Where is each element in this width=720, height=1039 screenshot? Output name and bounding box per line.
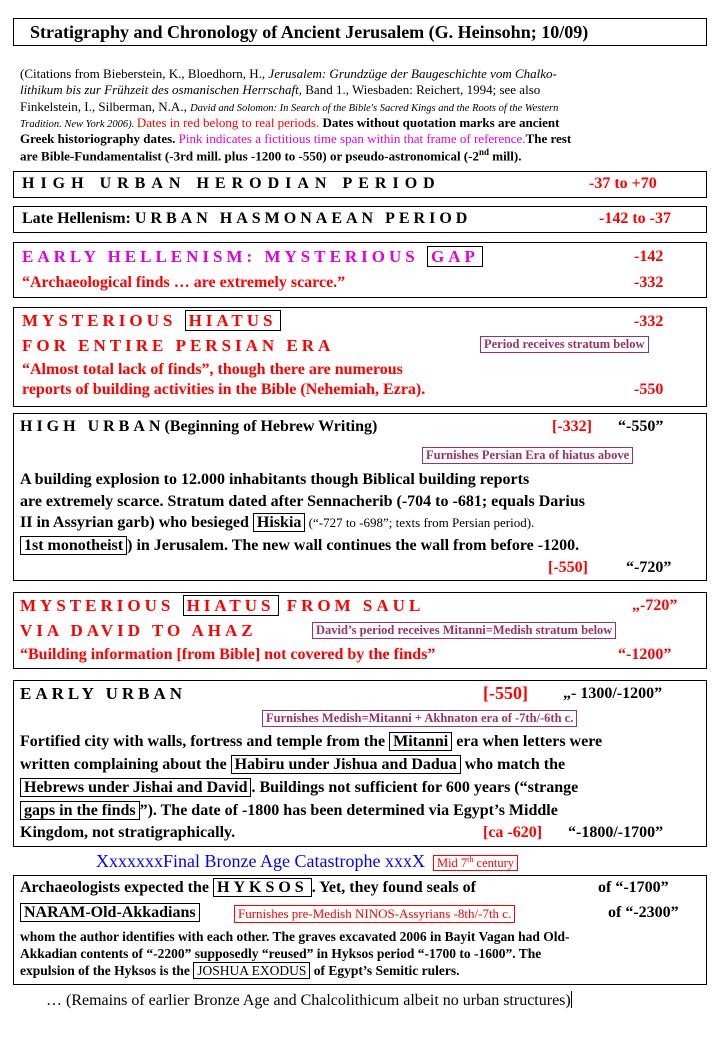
- persian-date-2: -550: [634, 381, 664, 398]
- herodian-period-box: [13, 171, 707, 198]
- early-urban-text-1: Fortified city with walls, fortress and temple from the Mitanni era when letters were: [20, 733, 603, 750]
- footer-note: … (Remains of earlier Bronze Age and Chalcolithicum albeit no urban structures): [46, 992, 571, 1009]
- saul-note: David’s period receives Mitanni=Medish stratum below: [312, 622, 616, 639]
- early-urban-box: [13, 680, 707, 847]
- high-urban-date-red-2: [-550]: [548, 559, 588, 576]
- intro-line-3: Finkelstein, I., Silberman, N.A., David and Solomon: In Search of the Bible's Sacred Kings and the Roots of the Western: [20, 99, 559, 114]
- high-urban-text-1: A building explosion to 12.000 inhabitants though Biblical building reports: [20, 471, 530, 488]
- saul-hiatus-frame: HIATUS: [183, 595, 279, 616]
- early-urban-text-4: gaps in the finds ”). The date of -1800 has been determined via Egypt’s Middle: [20, 802, 558, 820]
- early-urban-text-5: Kingdom, not stratigraphically.: [20, 824, 236, 841]
- joshua-frame: JOSHUA EXODUS: [193, 962, 310, 979]
- high-urban-date-quoted: “-550”: [618, 418, 664, 435]
- high-urban-text-4: 1st monotheist ) in Jerusalem. The new wall continues the wall from before -1200.: [20, 537, 579, 555]
- intro-line-4: Tradition. New York 2006). Dates in red belong to real periods. Dates without quotation marks are ancient: [20, 115, 560, 130]
- saul-quote: “Building information [from Bible] not covered by the finds”: [20, 646, 436, 663]
- early-urban-date-red-2: [ca -620]: [483, 824, 543, 841]
- persian-note: Period receives stratum below: [480, 336, 649, 353]
- intro-line-6: are Bible-Fundamentalist (-3rd mill. plus -1200 to -550) or pseudo-astronomical (-2nd mill).: [20, 147, 522, 164]
- saul-date-1: „-720”: [632, 597, 678, 614]
- hyksos-note: Furnishes pre-Medish NINOS-Assyrians -8th/-7th c.: [234, 905, 515, 923]
- hiatus-frame: HIATUS: [185, 310, 281, 331]
- persian-label-1: MYSTERIOUS HIATUS: [22, 311, 281, 331]
- hiskia-frame: Hiskia: [253, 513, 305, 532]
- early-urban-label: EARLY URBAN: [20, 684, 187, 703]
- mitanni-frame: Mitanni: [389, 732, 452, 751]
- high-urban-date-red: [-332]: [552, 418, 592, 435]
- intro-line-2: lithikum bis zur Frühzeit des osmanischen Herrschaft, Band 1., Wiesbaden: Reichert, 1994; see also: [20, 82, 541, 97]
- hasmonaean-date: -142 to -37: [599, 210, 671, 227]
- naram-frame: NARAM-Old-Akkadians: [20, 903, 200, 922]
- high-urban-label: HIGH URBAN(Beginning of Hebrew Writing): [20, 418, 378, 435]
- herodian-date: -37 to +70: [589, 175, 657, 192]
- early-urban-date-quoted: „- 1300/-1200”: [563, 685, 663, 702]
- early-urban-date-red: [-550]: [483, 683, 528, 703]
- high-urban-date-quoted-2: “-720”: [626, 559, 672, 576]
- hellenism-date-2: -332: [634, 274, 664, 291]
- persian-text-2: reports of building activities in the Bible (Nehemiah, Ezra).: [22, 381, 426, 398]
- persian-date-1: -332: [634, 313, 664, 330]
- page-title: Stratigraphy and Chronology of Ancient Jerusalem (G. Heinsohn; 10/09): [30, 22, 589, 42]
- gap-frame: GAP: [427, 246, 483, 267]
- catastrophe-line: [96, 851, 518, 872]
- saul-hiatus-box: [13, 592, 707, 669]
- hyksos-text-5: expulsion of the Hyksos is the JOSHUA EXODUS of Egypt’s Semitic rulers.: [20, 963, 460, 978]
- high-urban-note: Furnishes Persian Era of hiatus above: [422, 447, 633, 464]
- catastrophe-note: Mid 7th century: [433, 855, 518, 871]
- hellenism-label: EARLY HELLENISM: MYSTERIOUS GAP: [22, 247, 483, 267]
- hellenism-quote: “Archaeological finds … are extremely scarce.”: [22, 274, 346, 291]
- hyksos-text-4: Akkadian contents of “-2200” supposedly “reused” in Hyksos period “-1700 to -1600”. The: [20, 946, 542, 961]
- hellenism-date-1: -142: [634, 248, 664, 265]
- herodian-label: HIGH URBAN HERODIAN PERIOD: [22, 175, 441, 192]
- hyksos-frame: HYKSOS: [213, 878, 312, 897]
- text-cursor: [571, 991, 572, 1008]
- intro-line-5: Greek historiography dates. Pink indicates a fictitious time span within that frame of reference.The rest: [20, 131, 572, 146]
- intro-line-1: (Citations from Bieberstein, K., Bloedhorn, H., Jerusalem: Grundzüge der Baugeschichte vom Chalko-: [20, 66, 557, 81]
- persian-text-1: “Almost total lack of finds”, though there are numerous: [22, 361, 403, 378]
- hyksos-text-2: [20, 904, 200, 922]
- catastrophe-text: XxxxxxxFinal Bronze Age Catastrophe xxxX: [96, 851, 425, 871]
- hasmonaean-label: Late Hellenism: URBAN HASMONAEAN PERIOD: [22, 210, 472, 227]
- early-urban-text-2: written complaining about the Habiru under Jishua and Dadua who match the: [20, 756, 566, 773]
- high-urban-box: [13, 413, 707, 581]
- saul-label-2: VIA DAVID TO AHAZ: [20, 621, 257, 640]
- gaps-frame: gaps in the finds: [20, 801, 140, 820]
- high-urban-text-3: II in Assyrian garb) who besieged Hiskia (“-727 to -698”; texts from Persian period).: [20, 514, 535, 531]
- early-urban-date-quoted-2: “-1800/-1700”: [568, 824, 664, 841]
- saul-date-2: “-1200”: [618, 646, 672, 663]
- hyksos-text-3: whom the author identifies with each other. The graves excavated 2006 in Bayit Vagan had Old-: [20, 929, 570, 944]
- hebrews-frame: Hebrews under Jishai and David: [20, 778, 251, 797]
- hasmonaean-period-box: [13, 206, 707, 233]
- title-box: [13, 18, 707, 46]
- hyksos-date-2: of “-2300”: [608, 904, 679, 921]
- hellenism-box: [13, 242, 707, 298]
- high-urban-text-2: are extremely scarce. Stratum dated after Sennacherib (-704 to -681; equals Darius: [20, 493, 585, 510]
- hyksos-box: [13, 875, 707, 985]
- persian-label-2: FOR ENTIRE PERSIAN ERA: [22, 336, 335, 355]
- habiru-frame: Habiru under Jishua and Dadua: [231, 755, 461, 774]
- saul-label-1: MYSTERIOUS HIATUS FROM SAUL: [20, 596, 425, 615]
- hyksos-date-1: of “-1700”: [598, 879, 669, 896]
- monotheist-frame: 1st monotheist: [20, 536, 127, 555]
- hyksos-text-1: Archaeologists expected the HYKSOS . Yet, they found seals of: [20, 879, 476, 896]
- early-urban-note: Furnishes Medish=Mitanni + Akhnaton era of -7th/-6th c.: [262, 710, 577, 727]
- early-urban-text-3: Hebrews under Jishai and David . Buildings not sufficient for 600 years (“strange: [20, 779, 578, 797]
- persian-hiatus-box: [13, 307, 707, 407]
